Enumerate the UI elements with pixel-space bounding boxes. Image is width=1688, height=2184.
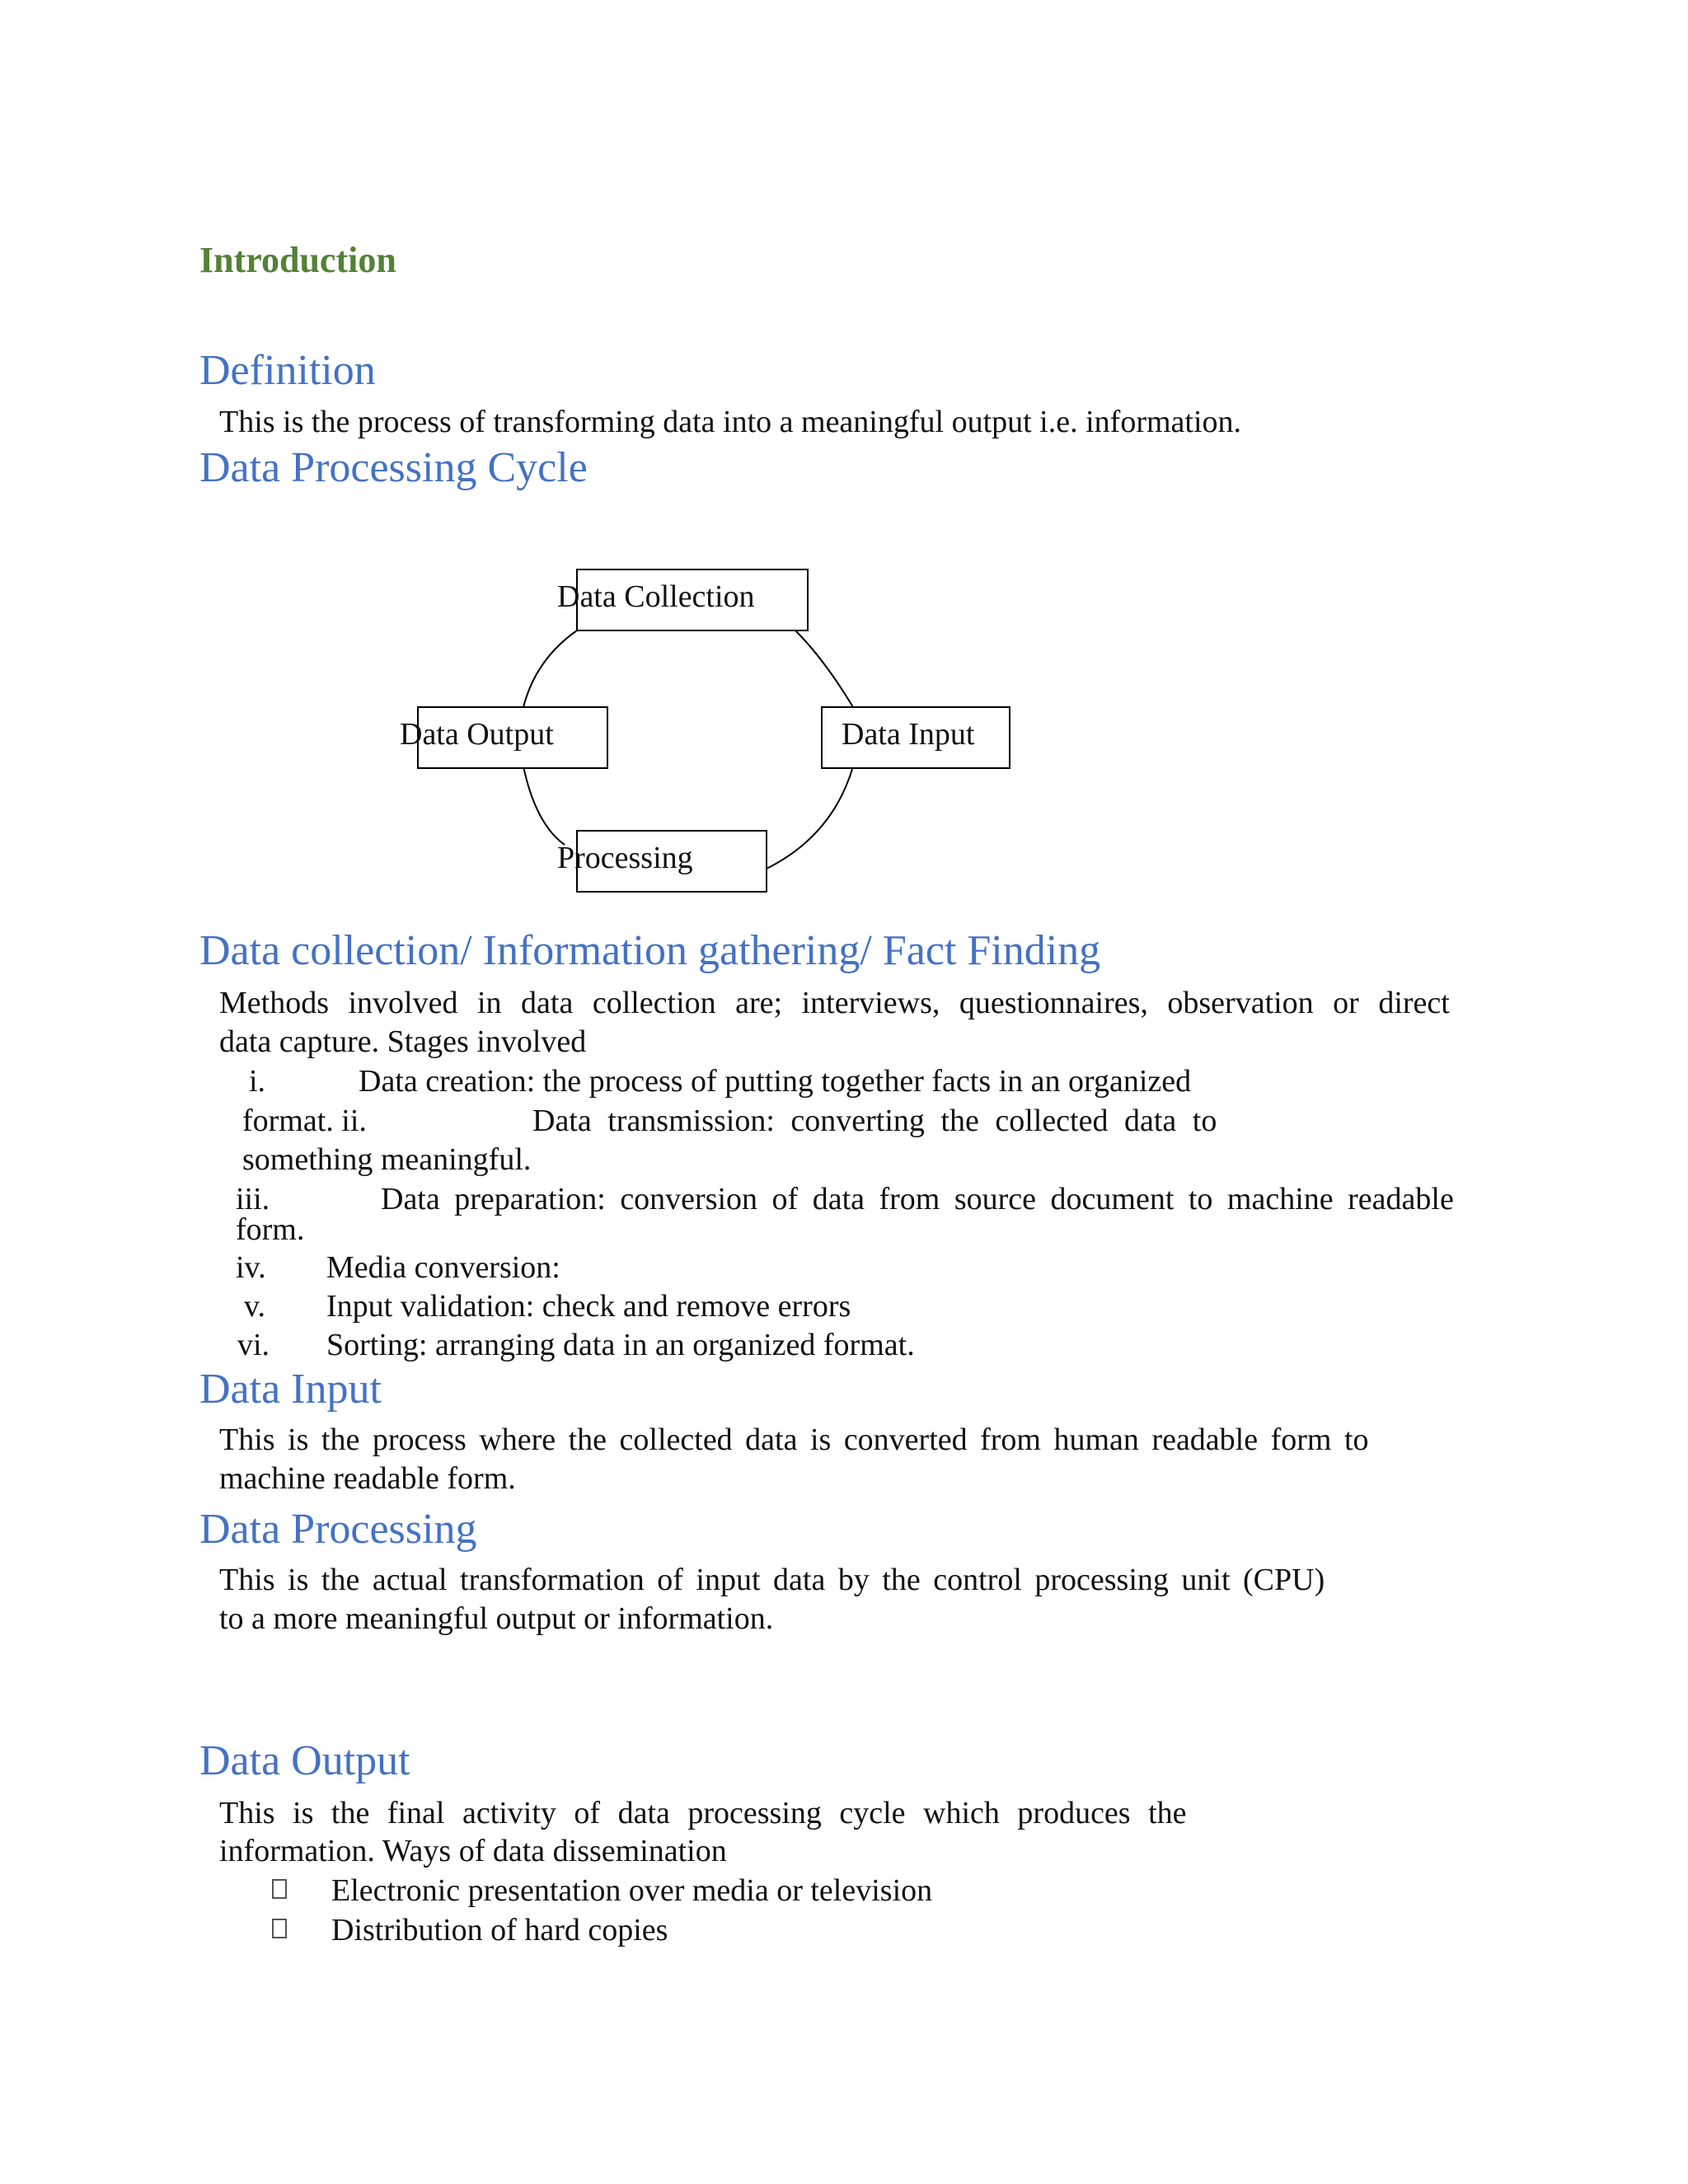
processing-heading: Data Processing — [199, 1506, 477, 1553]
bullet-checkbox-icon — [272, 1879, 287, 1903]
node-label-processing: Processing — [557, 841, 693, 875]
output-line2: information. Ways of data dissemination — [219, 1834, 727, 1868]
collection-intro-line1-text: Methods involved in data collection are; interviews, questionnaires, observation or direct — [219, 986, 1450, 1020]
input-heading: Data Input — [199, 1366, 382, 1413]
list-item-num: iv. — [236, 1250, 266, 1285]
arc-input-to-processing — [765, 766, 853, 869]
node-label-collection: Data Collection — [557, 579, 755, 614]
output-bullet: Electronic presentation over media or television — [331, 1873, 933, 1908]
list-item-num: iii. — [236, 1182, 270, 1216]
definition-heading: Definition — [199, 347, 376, 394]
definition-text: This is the process of transforming data into a meaningful output i.e. information. — [219, 405, 1242, 439]
page-title: Introduction — [199, 240, 396, 280]
list-item: Data preparation: conversion of data from source document to machine readable — [381, 1182, 1454, 1216]
collection-heading: Data collection/ Information gathering/ Fact Finding — [199, 927, 1101, 974]
arc-output-to-collection — [523, 630, 577, 707]
input-line1: This is the process where the collected data is converted from human readable form to — [219, 1422, 1369, 1457]
data-processing-cycle-diagram — [387, 552, 1030, 907]
output-heading: Data Output — [199, 1737, 410, 1784]
bullet-checkbox-icon — [272, 1919, 287, 1943]
list-item: form. — [236, 1212, 305, 1247]
output-line1: This is the final activity of data processing cycle which produces the — [219, 1796, 1187, 1830]
list-item: Input validation: check and remove errors — [326, 1289, 851, 1324]
input-line2: machine readable form. — [219, 1461, 516, 1496]
list-item-num: vi. — [237, 1328, 270, 1362]
collection-intro-line2: data capture. Stages involved — [219, 1024, 587, 1059]
arc-collection-to-input — [795, 630, 853, 707]
collection-intro-line1 — [219, 985, 1474, 1021]
list-item-num: format. ii. — [242, 1104, 367, 1138]
processing-line2: to a more meaningful output or information. — [219, 1601, 774, 1636]
node-label-input: Data Input — [842, 717, 975, 752]
list-item: Data creation: the process of putting together facts in an organized — [359, 1064, 1192, 1099]
cycle-heading: Data Processing Cycle — [199, 444, 588, 491]
node-label-output: Data Output — [400, 717, 554, 752]
processing-line1: This is the actual transformation of input data by the control processing unit (CPU) — [219, 1563, 1325, 1597]
list-item-num: v. — [244, 1289, 266, 1324]
list-item: Sorting: arranging data in an organized format. — [326, 1328, 915, 1362]
list-item-num: i. — [249, 1064, 266, 1099]
arc-processing-to-output — [523, 766, 565, 845]
output-bullet: Distribution of hard copies — [331, 1913, 668, 1947]
list-item: Data transmission: converting the collected data to — [532, 1104, 1217, 1138]
list-item: Media conversion: — [326, 1250, 560, 1285]
list-item: something meaningful. — [242, 1142, 532, 1177]
